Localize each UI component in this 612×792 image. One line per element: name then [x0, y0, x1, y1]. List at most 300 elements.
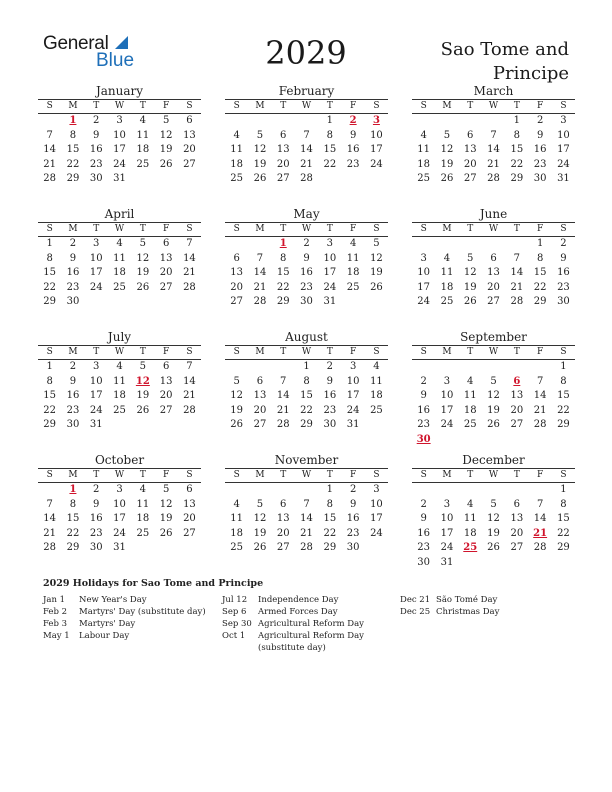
day-cell: 6 — [256, 375, 264, 387]
day-cell: 17 — [417, 281, 431, 293]
weekday-header: S — [552, 222, 575, 237]
day-cell: 23 — [89, 158, 103, 170]
weekday-header: F — [154, 468, 177, 483]
day-cell: 18 — [113, 390, 126, 402]
day-cell: 11 — [136, 498, 150, 510]
day-cell: 17 — [89, 390, 103, 402]
day-cell: 10 — [323, 252, 337, 264]
day-cell: 28 — [300, 173, 313, 185]
day-cell: 12 — [487, 390, 500, 402]
day-cell: 8 — [280, 252, 287, 264]
day-cell: 30 — [89, 173, 103, 185]
day-cell: 7 — [46, 129, 53, 141]
day-cell: 24 — [113, 527, 126, 539]
day-cell: 2 — [69, 238, 77, 249]
weekday-header: S — [365, 345, 388, 360]
day-cell: 19 — [440, 158, 454, 170]
weekday-header: T — [505, 99, 528, 114]
day-cell: 21 — [43, 527, 57, 539]
weekday-header: W — [295, 222, 318, 237]
weekday-header: M — [61, 468, 84, 483]
day-cell: 14 — [300, 144, 313, 156]
day-cell: 29 — [66, 173, 80, 185]
weekday-header: S — [38, 468, 61, 483]
weekday-header: T — [459, 222, 482, 237]
day-cell: 17 — [557, 144, 570, 156]
weekday-header: S — [178, 222, 201, 237]
day-cell: 5 — [467, 252, 474, 264]
weekday-header: W — [108, 99, 131, 114]
holiday-date: Jan 1 — [43, 595, 66, 605]
day-cell: 2 — [93, 115, 100, 126]
weekday-header: S — [225, 345, 248, 360]
weekday-header: T — [318, 345, 341, 360]
weekday-header: W — [295, 345, 318, 360]
weekday-header: W — [482, 99, 505, 114]
day-cell: 11 — [440, 267, 454, 279]
day-cell: 27 — [487, 296, 500, 308]
day-cell: 25 — [417, 173, 431, 185]
day-cell: 10 — [346, 375, 360, 387]
empty-cell — [435, 237, 458, 252]
day-cell: 5 — [373, 238, 380, 249]
day-cell: 30 — [323, 419, 337, 431]
weekday-header: F — [528, 345, 551, 360]
holiday-row — [43, 606, 214, 618]
day-cell: 20 — [253, 404, 267, 416]
day-cell: 25 — [113, 281, 126, 293]
day-cell: 29 — [557, 542, 570, 554]
day-cell: 1 — [46, 361, 53, 372]
month-title: August — [285, 330, 328, 344]
day-cell: 22 — [557, 527, 570, 539]
day-cell: 14 — [533, 390, 547, 402]
empty-cell — [482, 483, 505, 498]
day-cell: 26 — [253, 173, 267, 185]
weekday-header: S — [552, 345, 575, 360]
weekday-header: M — [435, 222, 458, 237]
month-grid — [412, 345, 575, 448]
day-cell: 22 — [43, 404, 57, 416]
day-cell: 31 — [113, 542, 126, 554]
weekday-header: T — [131, 99, 154, 114]
month-june — [412, 207, 575, 310]
holiday-day: 21 — [533, 527, 548, 539]
empty-cell — [459, 360, 482, 375]
holiday-name: Christmas Day — [436, 607, 500, 617]
weekday-header: T — [318, 222, 341, 237]
day-cell: 4 — [467, 498, 474, 510]
day-cell: 19 — [159, 144, 173, 156]
weekday-header: F — [341, 345, 364, 360]
holiday-row — [222, 606, 393, 618]
day-cell: 9 — [560, 252, 567, 264]
empty-cell — [435, 483, 458, 498]
weekday-header: T — [459, 99, 482, 114]
day-cell: 12 — [136, 252, 150, 264]
day-cell: 15 — [43, 267, 57, 279]
day-cell: 4 — [443, 252, 451, 264]
empty-cell — [295, 483, 318, 498]
day-cell: 20 — [510, 404, 524, 416]
weekday-header: W — [295, 99, 318, 114]
day-cell: 30 — [66, 419, 80, 431]
holiday-date: Feb 2 — [43, 607, 68, 617]
day-cell: 15 — [66, 513, 80, 525]
weekday-header: S — [412, 468, 435, 483]
day-cell: 17 — [113, 513, 126, 525]
day-cell: 18 — [230, 527, 244, 539]
holiday-name: São Tomé Day — [436, 595, 498, 605]
day-cell: 16 — [89, 144, 103, 156]
day-cell: 19 — [487, 527, 500, 539]
day-cell: 18 — [440, 281, 454, 293]
day-cell: 13 — [510, 390, 524, 402]
empty-cell — [38, 483, 61, 498]
day-cell: 5 — [139, 238, 147, 249]
day-cell: 12 — [487, 513, 500, 525]
day-cell: 14 — [533, 513, 547, 525]
weekday-header: S — [552, 99, 575, 114]
day-cell: 4 — [467, 375, 474, 387]
day-cell: 3 — [93, 361, 100, 372]
day-cell: 27 — [253, 419, 267, 431]
day-cell: 15 — [66, 144, 80, 156]
weekday-header: S — [178, 99, 201, 114]
empty-cell — [482, 360, 505, 375]
weekday-header: S — [412, 222, 435, 237]
day-cell: 4 — [349, 238, 357, 249]
day-cell: 7 — [186, 238, 193, 249]
holiday-date: Oct 1 — [222, 631, 246, 641]
weekday-header: F — [154, 345, 177, 360]
empty-cell — [412, 114, 435, 129]
day-cell: 29 — [43, 296, 57, 308]
month-title: March — [473, 84, 514, 98]
day-cell: 2 — [536, 115, 544, 126]
day-cell: 29 — [557, 419, 570, 431]
day-cell: 16 — [89, 513, 103, 525]
month-grid — [225, 222, 388, 310]
holiday-day: 6 — [513, 375, 521, 387]
day-cell: 13 — [487, 267, 500, 279]
weekday-header: F — [341, 468, 364, 483]
holiday-column — [400, 594, 571, 618]
day-cell: 11 — [463, 513, 477, 525]
day-cell: 15 — [533, 267, 547, 279]
day-cell: 20 — [276, 527, 290, 539]
empty-cell — [272, 483, 295, 498]
weekday-header: S — [38, 99, 61, 114]
day-cell: 5 — [139, 361, 147, 372]
day-cell: 16 — [346, 144, 360, 156]
holiday-row — [43, 630, 214, 642]
month-title: July — [107, 330, 132, 344]
day-cell: 23 — [417, 542, 431, 554]
weekday-header: S — [365, 99, 388, 114]
day-cell: 7 — [490, 129, 497, 141]
holidays-title: 2029 Holidays for Sao Tome and Principe — [43, 578, 264, 589]
holiday-row — [222, 594, 393, 606]
empty-cell — [482, 237, 505, 252]
day-cell: 25 — [370, 404, 383, 416]
day-cell: 8 — [326, 129, 334, 141]
weekday-header: T — [272, 222, 295, 237]
day-cell: 14 — [43, 144, 57, 156]
day-cell: 22 — [300, 404, 313, 416]
day-cell: 27 — [463, 173, 477, 185]
day-cell: 12 — [440, 144, 454, 156]
day-cell: 14 — [43, 513, 57, 525]
day-cell: 28 — [510, 296, 524, 308]
day-cell: 8 — [326, 498, 334, 510]
day-cell: 2 — [93, 484, 100, 495]
day-cell: 4 — [139, 115, 147, 126]
day-cell: 19 — [159, 513, 173, 525]
weekday-header: T — [505, 468, 528, 483]
day-cell: 23 — [533, 158, 547, 170]
day-cell: 6 — [490, 252, 497, 264]
holiday-day: 12 — [135, 375, 150, 387]
day-cell: 24 — [346, 404, 360, 416]
day-cell: 22 — [533, 281, 547, 293]
day-cell: 23 — [557, 281, 570, 293]
day-cell: 26 — [440, 173, 454, 185]
weekday-header: S — [178, 468, 201, 483]
weekday-header: T — [505, 222, 528, 237]
day-cell: 26 — [370, 281, 383, 293]
day-cell: 18 — [370, 390, 383, 402]
day-cell: 11 — [417, 144, 431, 156]
day-cell: 13 — [276, 513, 290, 525]
weekday-header: M — [435, 345, 458, 360]
weekday-header: F — [528, 468, 551, 483]
weekday-header: W — [482, 345, 505, 360]
weekday-header: W — [295, 468, 318, 483]
empty-cell — [248, 237, 271, 252]
day-cell: 20 — [276, 158, 290, 170]
weekday-header: M — [435, 99, 458, 114]
day-cell: 20 — [159, 267, 173, 279]
day-cell: 12 — [159, 129, 173, 141]
day-cell: 23 — [346, 158, 360, 170]
empty-cell — [248, 483, 271, 498]
day-cell: 9 — [349, 129, 357, 141]
day-cell: 28 — [253, 296, 267, 308]
weekday-header: S — [225, 99, 248, 114]
day-cell: 20 — [230, 281, 244, 293]
day-cell: 30 — [557, 296, 570, 308]
month-april — [38, 207, 201, 310]
day-cell: 18 — [230, 158, 244, 170]
calendar-year: 2029 — [265, 34, 347, 72]
day-cell: 15 — [323, 144, 337, 156]
holiday-column — [222, 594, 393, 654]
empty-cell — [435, 114, 458, 129]
day-cell: 18 — [417, 158, 431, 170]
day-cell: 28 — [43, 173, 57, 185]
day-cell: 18 — [113, 267, 126, 279]
day-cell: 3 — [560, 115, 567, 126]
day-cell: 17 — [89, 267, 103, 279]
weekday-header: T — [85, 99, 108, 114]
day-cell: 10 — [89, 252, 103, 264]
month-february — [225, 84, 388, 187]
weekday-header: M — [61, 345, 84, 360]
day-cell: 21 — [183, 267, 196, 279]
day-cell: 12 — [463, 267, 477, 279]
day-cell: 11 — [230, 144, 244, 156]
holiday-row — [222, 618, 393, 630]
day-cell: 12 — [253, 144, 267, 156]
holiday-name: Armed Forces Day — [258, 607, 338, 617]
empty-cell — [412, 483, 435, 498]
day-cell: 16 — [66, 267, 80, 279]
day-cell: 30 — [66, 296, 80, 308]
day-cell: 29 — [300, 419, 313, 431]
day-cell: 24 — [323, 281, 337, 293]
day-cell: 28 — [487, 173, 500, 185]
day-cell: 20 — [510, 527, 524, 539]
day-cell: 21 — [533, 404, 547, 416]
brand-line2: Blue — [96, 50, 135, 71]
day-cell: 14 — [183, 375, 196, 387]
holiday-date: Sep 6 — [222, 607, 247, 617]
empty-cell — [459, 483, 482, 498]
weekday-header: T — [272, 468, 295, 483]
day-cell: 4 — [373, 361, 380, 372]
day-cell: 1 — [560, 361, 567, 372]
day-cell: 19 — [136, 390, 150, 402]
day-cell: 15 — [557, 513, 570, 525]
empty-cell — [272, 360, 295, 375]
weekday-header: S — [225, 222, 248, 237]
day-cell: 4 — [139, 484, 147, 495]
day-cell: 31 — [440, 556, 454, 568]
day-cell: 16 — [300, 267, 313, 279]
day-cell: 23 — [89, 527, 103, 539]
day-cell: 11 — [136, 129, 150, 141]
day-cell: 22 — [276, 281, 290, 293]
day-cell: 27 — [159, 404, 173, 416]
country-line2: Principe — [492, 63, 569, 84]
holiday-day: 1 — [69, 115, 77, 126]
day-cell: 16 — [533, 144, 547, 156]
day-cell: 14 — [300, 513, 313, 525]
day-cell: 8 — [560, 375, 567, 387]
holiday-date: Sep 30 — [222, 619, 252, 629]
day-cell: 2 — [349, 484, 357, 495]
day-cell: 3 — [93, 238, 100, 249]
day-cell: 5 — [162, 484, 170, 495]
day-cell: 9 — [349, 498, 357, 510]
month-title: January — [95, 84, 144, 98]
day-cell: 13 — [510, 513, 524, 525]
month-grid — [412, 99, 575, 187]
day-cell: 2 — [303, 238, 310, 249]
day-cell: 3 — [326, 238, 334, 249]
empty-cell — [412, 237, 435, 252]
holiday-day: 25 — [463, 542, 478, 554]
day-cell: 14 — [253, 267, 267, 279]
day-cell: 29 — [276, 296, 290, 308]
day-cell: 4 — [233, 498, 240, 510]
day-cell: 29 — [510, 173, 524, 185]
day-cell: 25 — [136, 527, 150, 539]
day-cell: 28 — [533, 542, 547, 554]
day-cell: 12 — [253, 513, 267, 525]
day-cell: 22 — [43, 281, 57, 293]
day-cell: 17 — [370, 144, 383, 156]
day-cell: 2 — [420, 375, 427, 387]
empty-cell — [528, 483, 551, 498]
day-cell: 8 — [560, 498, 567, 510]
weekday-header: T — [318, 468, 341, 483]
day-cell: 22 — [557, 404, 570, 416]
day-cell: 15 — [557, 390, 570, 402]
day-cell: 5 — [490, 375, 497, 387]
country-line1: Sao Tome and — [440, 39, 569, 60]
month-grid — [412, 222, 575, 310]
day-cell: 21 — [253, 281, 267, 293]
day-cell: 10 — [89, 375, 103, 387]
weekday-header: M — [248, 468, 271, 483]
day-cell: 6 — [162, 238, 170, 249]
brand-line1: General — [43, 33, 109, 54]
holiday-name: New Year's Day — [79, 595, 147, 605]
day-cell: 10 — [370, 498, 383, 510]
weekday-header: T — [85, 345, 108, 360]
day-cell: 2 — [560, 238, 567, 249]
day-cell: 20 — [159, 390, 173, 402]
day-cell: 6 — [233, 252, 240, 264]
holiday-column — [43, 594, 214, 642]
day-cell: 7 — [280, 375, 287, 387]
day-cell: 5 — [490, 498, 497, 510]
day-cell: 21 — [300, 158, 313, 170]
weekday-header: S — [552, 468, 575, 483]
day-cell: 7 — [303, 129, 310, 141]
day-cell: 4 — [420, 129, 427, 141]
month-title: May — [293, 207, 320, 221]
day-cell: 2 — [326, 361, 334, 372]
day-cell: 8 — [69, 129, 77, 141]
day-cell: 12 — [159, 498, 173, 510]
day-cell: 25 — [136, 158, 150, 170]
day-cell: 25 — [230, 173, 244, 185]
day-cell: 21 — [43, 158, 57, 170]
day-cell: 2 — [420, 498, 427, 510]
day-cell: 29 — [533, 296, 547, 308]
day-cell: 24 — [370, 158, 383, 170]
day-cell: 23 — [323, 404, 337, 416]
day-cell: 28 — [183, 281, 196, 293]
day-cell: 26 — [159, 527, 173, 539]
day-cell: 11 — [370, 375, 383, 387]
empty-cell — [505, 483, 528, 498]
weekday-header: F — [341, 222, 364, 237]
weekday-header: T — [85, 222, 108, 237]
day-cell: 20 — [183, 513, 196, 525]
day-cell: 21 — [276, 404, 290, 416]
empty-cell — [272, 114, 295, 129]
day-cell: 24 — [370, 527, 383, 539]
day-cell: 9 — [93, 498, 100, 510]
day-cell: 7 — [46, 498, 53, 510]
day-cell: 9 — [93, 129, 100, 141]
day-cell: 20 — [487, 281, 500, 293]
day-cell: 27 — [230, 296, 244, 308]
